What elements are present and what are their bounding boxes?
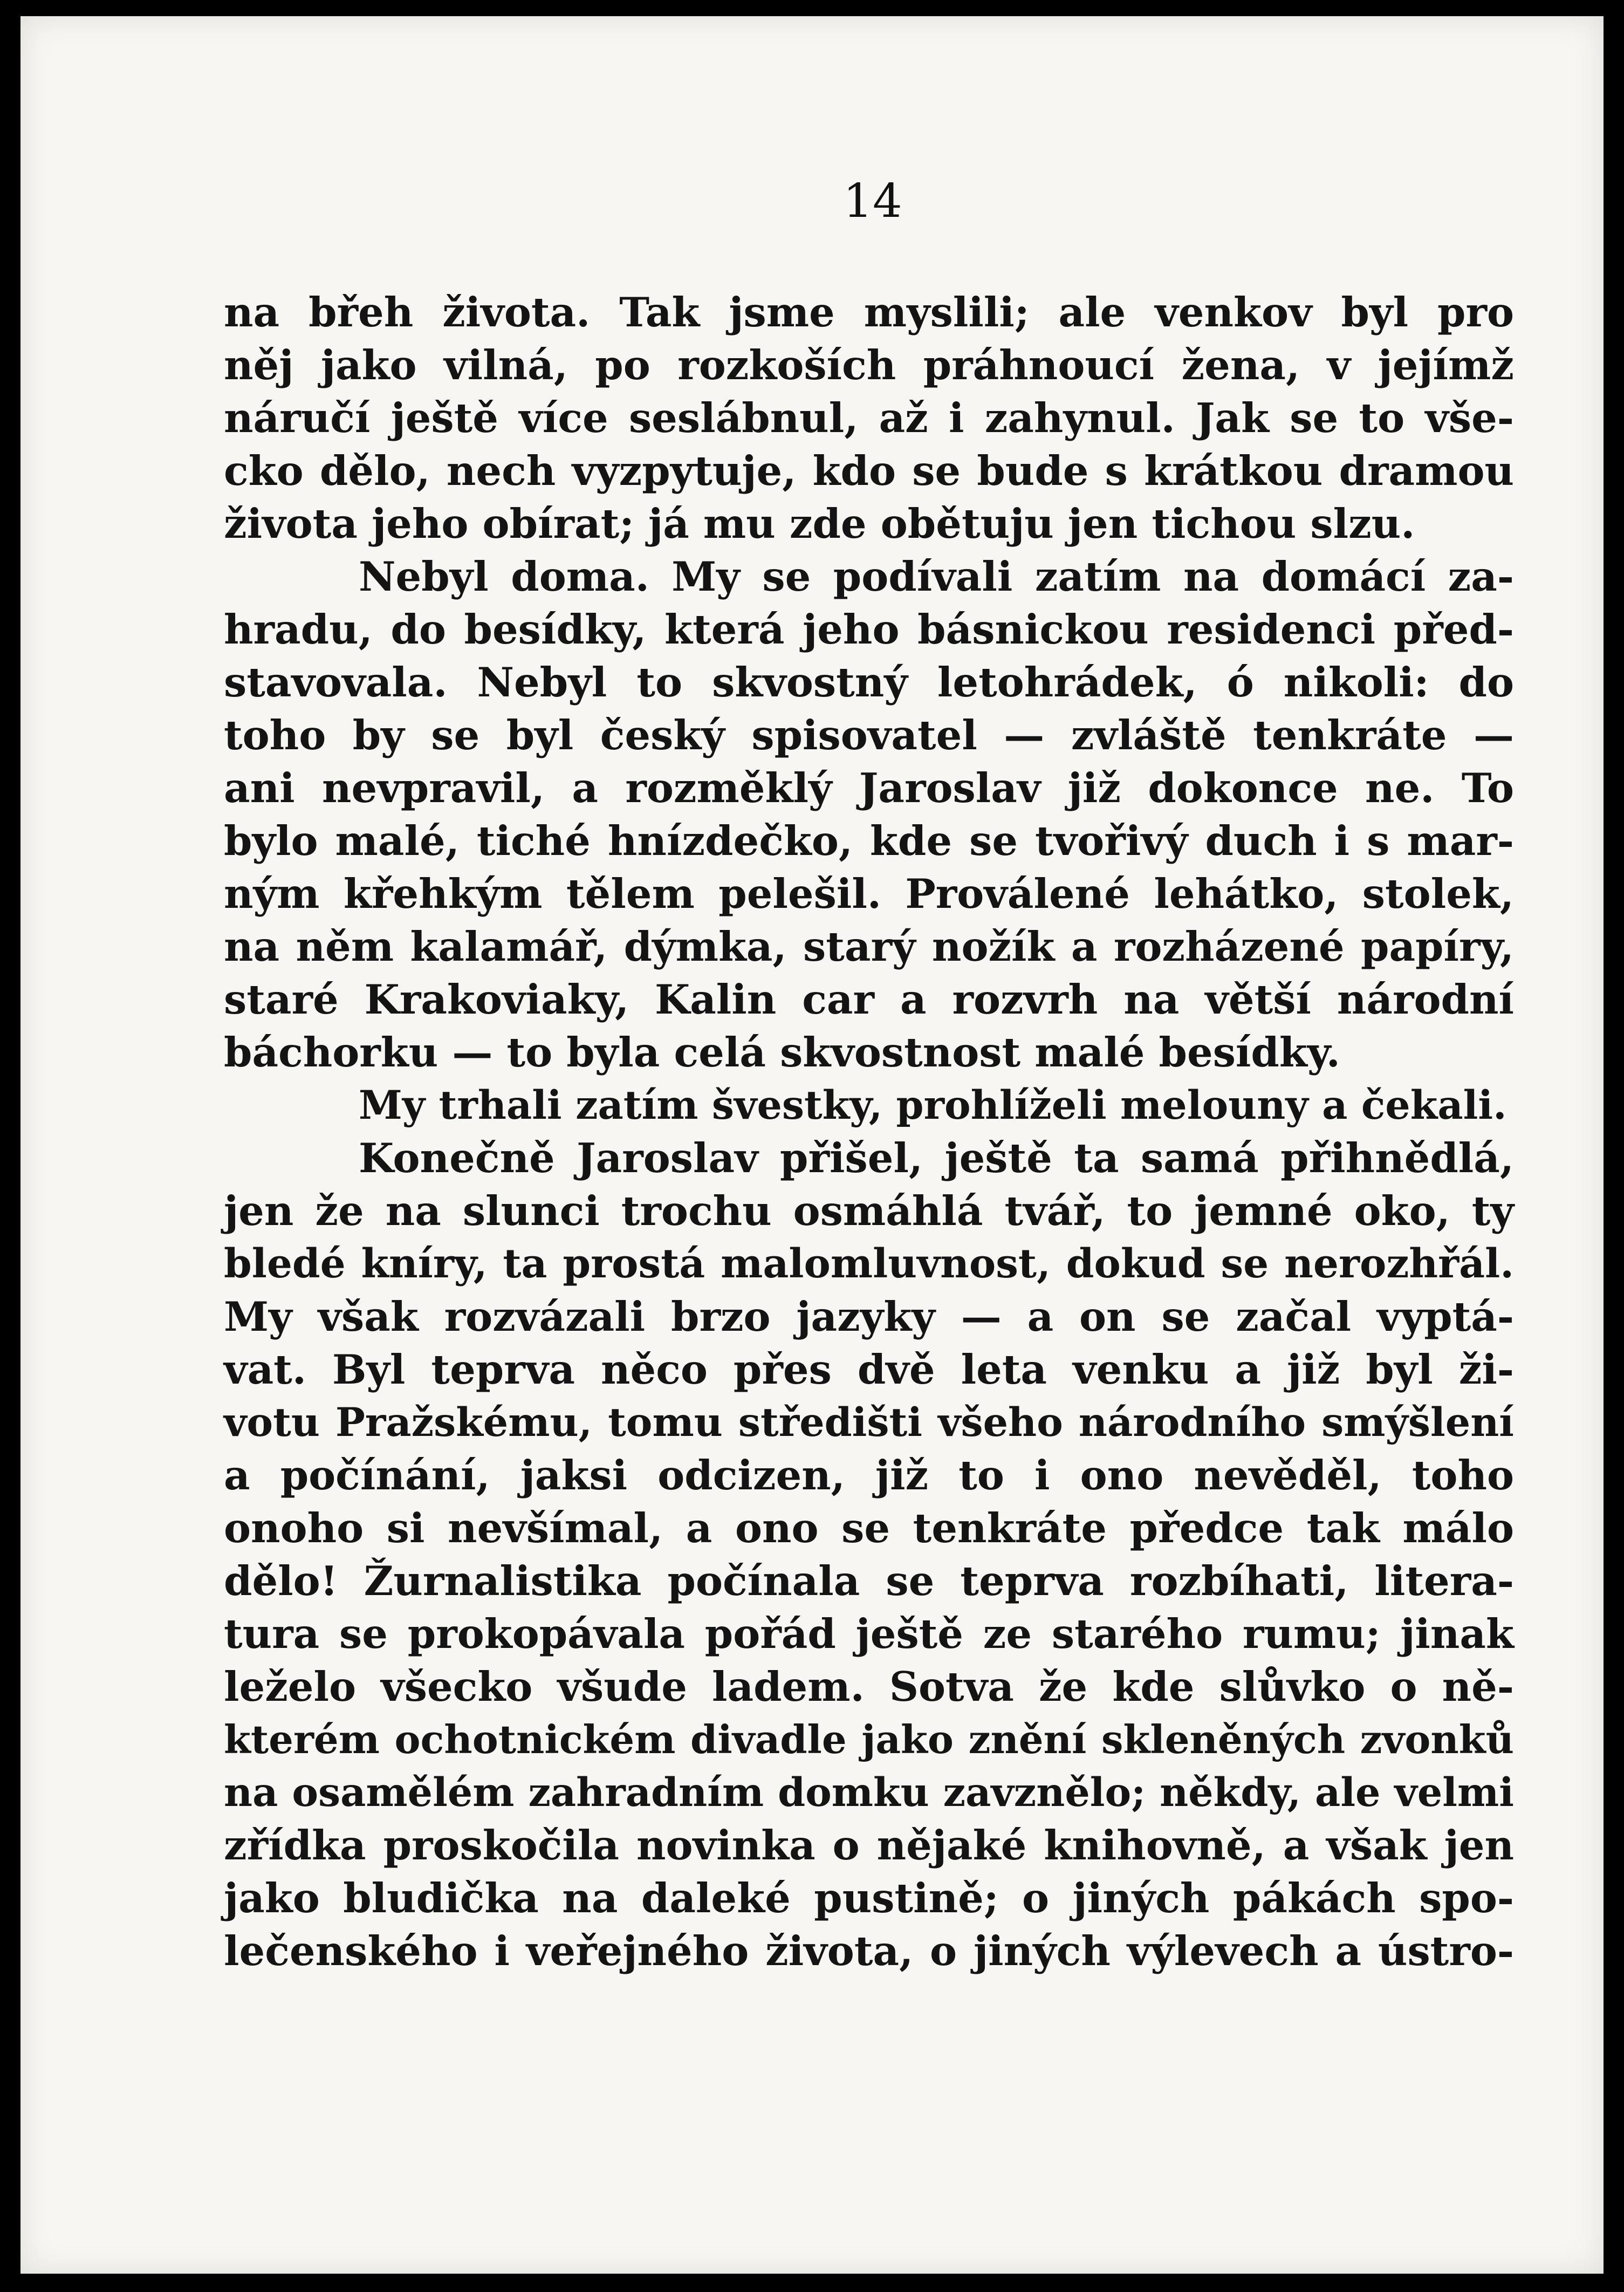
text-line: tura se prokopávala pořád ještě ze starého rumu; jinak — [224, 1610, 1514, 1658]
text-line: My trhali zatím švestky, prohlíželi melouny a čekali. — [359, 1082, 1507, 1128]
text-line: ani nevpravil, a rozměklý Jaroslav již dokonce ne. To — [224, 764, 1514, 812]
page-number: 14 — [843, 174, 902, 228]
text-line: stavovala. Nebyl to skvostný letohrádek, ó nikoli: do — [224, 659, 1514, 706]
text-line: My však rozvázali brzo jazyky — a on se začal vyptá- — [224, 1293, 1514, 1340]
text-line: votu Pražskému, tomu středišti všeho národního smýšlení — [224, 1399, 1514, 1446]
text-line: a počínání, jaksi odcizen, již to i ono nevěděl, toho — [224, 1452, 1514, 1499]
text-line: bledé kníry, ta prostá malomluvnost, dokud se nerozhřál. — [224, 1241, 1514, 1287]
text-line: náručí ještě více seslábnul, až i zahynul. Jak se to vše- — [224, 394, 1514, 442]
text-line: cko dělo, nech vyzpytuje, kdo se bude s krátkou dramou — [224, 447, 1514, 495]
text-line: onoho si nevšímal, a ono se tenkráte předce tak málo — [224, 1504, 1514, 1552]
text-line: bylo malé, tiché hnízdečko, kde se tvořivý duch i s mar- — [224, 817, 1514, 865]
text-line: leželo všecko všude ladem. Sotva že kde slůvko o ně- — [224, 1663, 1514, 1711]
text-line: kterém ochotnickém divadle jako znění skleněných zvonků — [224, 1716, 1514, 1762]
text-line: na něm kalamář, dýmka, starý nožík a rozházené papíry, — [224, 923, 1514, 970]
text-line: na osamělém zahradním domku zavznělo; někdy, ale velmi — [224, 1769, 1514, 1816]
text-line: vat. Byl teprva něco přes dvě leta venku a již byl ži- — [224, 1346, 1514, 1393]
text-line: báchorku — to byla celá skvostnost malé besídky. — [224, 1029, 1340, 1076]
text-line: na břeh života. Tak jsme myslili; ale venkov byl pro — [224, 289, 1514, 336]
text-line: toho by se byl český spisovatel — zvláště tenkráte — — [224, 711, 1514, 759]
text-line: hradu, do besídky, která jeho básnickou residenci před- — [224, 606, 1514, 653]
text-line: dělo! Žurnalistika počínala se teprva rozbíhati, litera- — [224, 1557, 1514, 1605]
text-line: lečenského i veřejného života, o jiných výlevech a ústro- — [224, 1927, 1514, 1975]
text-line: něj jako vilná, po rozkoších práhnoucí žena, v jejímž — [224, 341, 1514, 389]
text-line: jen že na slunci trochu osmáhlá tvář, to jemné oko, ty — [224, 1187, 1514, 1235]
text-line: života jeho obírat; já mu zde obětuju jen tichou slzu. — [224, 500, 1415, 548]
text-line: Konečně Jaroslav přišel, ještě ta samá přihnědlá, — [359, 1134, 1514, 1182]
text-line: Nebyl doma. My se podívali zatím na domácí za- — [359, 553, 1514, 600]
body-text — [224, 286, 1514, 1978]
text-line: zřídka proskočila novinka o nějaké knihovně, a však jen — [224, 1822, 1514, 1869]
text-line: staré Krakoviaky, Kalin car a rozvrh na větší národní — [224, 976, 1514, 1023]
text-line: ným křehkým tělem pelešil. Proválené lehátko, stolek, — [224, 870, 1514, 918]
book-page — [20, 16, 1604, 2274]
text-line: jako bludička na daleké pustině; o jiných pákách spo- — [224, 1874, 1514, 1922]
